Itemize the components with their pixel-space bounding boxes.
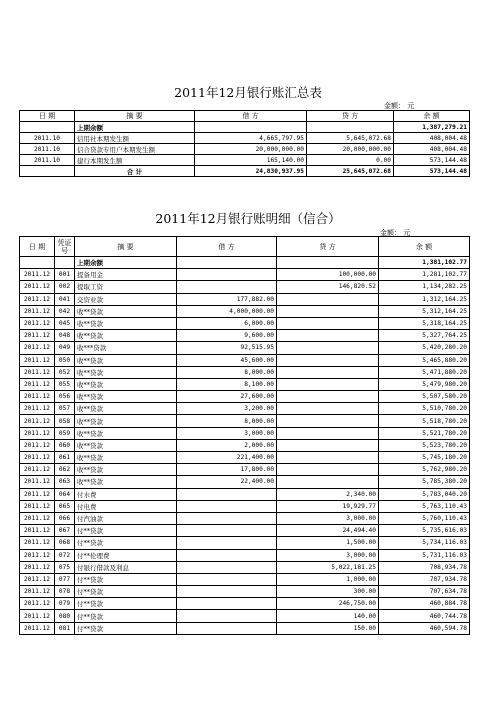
debit-cell: 4,000,000.00	[177, 305, 277, 317]
debit-cell	[177, 537, 277, 549]
balance-cell: 1,134,282.25	[379, 281, 470, 293]
balance-cell: 5,510,780.20	[379, 403, 470, 415]
table-row	[20, 610, 470, 622]
balance-cell: 5,471,880.20	[379, 366, 470, 378]
balance-cell: 5,521,780.20	[379, 427, 470, 439]
debit-cell: 3,200.00	[177, 403, 277, 415]
debit-cell	[177, 488, 277, 500]
table-row	[20, 269, 470, 281]
debit-cell: 9,600.00	[177, 330, 277, 342]
balance-cell: 5,762,980.20	[379, 464, 470, 476]
table-row	[20, 281, 470, 293]
debit-cell: 27,600.00	[177, 391, 277, 403]
opening-label: 上期余额	[75, 122, 195, 133]
balance-cell: 5,734,116.03	[379, 537, 470, 549]
debit-cell: 20,000,000.00	[195, 144, 307, 155]
desc-cell: 收**贷款	[75, 378, 177, 390]
voucher-cell: 057	[55, 403, 75, 415]
detail-header-row	[20, 237, 470, 257]
voucher-cell: 055	[55, 378, 75, 390]
desc-cell: 收**贷款	[75, 391, 177, 403]
table-row	[20, 439, 470, 451]
date-cell: 2011.12	[20, 366, 55, 378]
desc-cell: 收**贷款	[75, 317, 177, 329]
voucher-cell: 080	[55, 610, 75, 622]
debit-cell: 22,400.00	[177, 476, 277, 488]
voucher-cell: 072	[55, 549, 75, 561]
voucher-cell: 056	[55, 391, 75, 403]
balance-cell: 5,523,780.20	[379, 439, 470, 451]
desc-cell: 收**贷款	[75, 415, 177, 427]
table-row	[20, 293, 470, 305]
desc-cell: 收**贷款	[75, 366, 177, 378]
credit-cell: 300.00	[277, 586, 379, 598]
table-row	[20, 305, 470, 317]
balance-cell: 707,634.78	[379, 586, 470, 598]
credit-cell	[277, 403, 379, 415]
table-row	[20, 144, 470, 155]
credit-cell: 5,022,181.25	[277, 561, 379, 573]
credit-cell	[277, 330, 379, 342]
table-row	[20, 622, 470, 634]
credit-cell: 24,494.40	[277, 525, 379, 537]
debit-cell	[177, 549, 277, 561]
table-row	[20, 403, 470, 415]
date-cell: 2011.12	[20, 512, 55, 524]
table-row	[20, 330, 470, 342]
balance-cell: 5,745,180.20	[379, 452, 470, 464]
table-row	[20, 391, 470, 403]
balance-cell: 5,731,116.03	[379, 549, 470, 561]
credit-cell	[277, 415, 379, 427]
table-row	[20, 537, 470, 549]
desc-cell: 付**贷款	[75, 573, 177, 585]
desc-cell: 付**贷款	[75, 610, 177, 622]
table-row	[20, 525, 470, 537]
date-cell: 2011.12	[20, 549, 55, 561]
date-cell: 2011.12	[20, 598, 55, 610]
date-cell: 2011.12	[20, 293, 55, 305]
opening-balance: 1,387,279.21	[394, 122, 470, 133]
opening-label: 上期余额	[75, 257, 177, 269]
header-voucher: 凭证号	[55, 237, 75, 257]
debit-cell	[177, 622, 277, 634]
debit-cell: 3,000.00	[177, 427, 277, 439]
summary-unit-label: 金额： 元	[384, 102, 415, 110]
header-credit: 贷 方	[307, 111, 394, 122]
total-debit: 24,830,937.95	[195, 166, 307, 177]
desc-cell: 收**贷款	[75, 427, 177, 439]
balance-cell: 5,327,764.25	[379, 330, 470, 342]
voucher-cell: 050	[55, 354, 75, 366]
balance-cell: 5,735,616.03	[379, 525, 470, 537]
credit-cell	[277, 293, 379, 305]
voucher-cell: 045	[55, 317, 75, 329]
credit-cell	[277, 391, 379, 403]
table-row	[20, 452, 470, 464]
credit-cell: 3,000.00	[277, 549, 379, 561]
date-cell: 2011.10	[20, 133, 75, 144]
summary-total-row	[20, 166, 470, 177]
credit-cell: 146,820.52	[277, 281, 379, 293]
date-cell: 2011.12	[20, 330, 55, 342]
date-cell: 2011.12	[20, 452, 55, 464]
table-row	[20, 354, 470, 366]
date-cell: 2011.12	[20, 391, 55, 403]
balance-cell: 5,465,880.20	[379, 354, 470, 366]
credit-cell	[277, 317, 379, 329]
desc-cell: 收**贷款	[75, 403, 177, 415]
balance-cell: 5,507,580.20	[379, 391, 470, 403]
desc-cell: 收**贷款	[75, 476, 177, 488]
table-row	[20, 155, 470, 166]
header-debit: 借 方	[195, 111, 307, 122]
credit-cell: 246,750.00	[277, 598, 379, 610]
voucher-cell: 059	[55, 427, 75, 439]
header-balance: 余 额	[379, 237, 470, 257]
balance-cell: 5,312,164.25	[379, 305, 470, 317]
date-cell: 2011.12	[20, 342, 55, 354]
debit-cell	[177, 598, 277, 610]
desc-cell: 收**贷款	[75, 439, 177, 451]
balance-cell: 408,004.48	[394, 133, 470, 144]
balance-cell: 1,312,164.25	[379, 293, 470, 305]
desc-cell: 信用社本期发生额	[75, 133, 195, 144]
balance-cell: 5,760,110.43	[379, 512, 470, 524]
debit-cell: 92,515.95	[177, 342, 277, 354]
balance-cell: 1,281,102.77	[379, 269, 470, 281]
balance-cell: 5,479,980.20	[379, 378, 470, 390]
desc-cell: 付汽油款	[75, 512, 177, 524]
credit-cell: 1,500.00	[277, 537, 379, 549]
debit-cell: 8,100.00	[177, 378, 277, 390]
date-cell: 2011.12	[20, 427, 55, 439]
table-row	[20, 573, 470, 585]
desc-cell: 信合贷款专用户本期发生额	[75, 144, 195, 155]
debit-cell	[177, 269, 277, 281]
debit-cell: 4,665,797.95	[195, 133, 307, 144]
desc-cell: 付**贷款	[75, 622, 177, 634]
table-row	[20, 342, 470, 354]
summary-opening-row	[20, 122, 470, 133]
desc-cell: 付**贷款	[75, 586, 177, 598]
debit-cell	[177, 281, 277, 293]
summary-title: 2011年12月银行账汇总表	[174, 85, 322, 100]
header-date: 日 期	[20, 237, 55, 257]
header-balance: 余 额	[394, 111, 470, 122]
table-row	[20, 500, 470, 512]
desc-cell: 付**贷款	[75, 525, 177, 537]
table-row	[20, 549, 470, 561]
voucher-cell: 079	[55, 598, 75, 610]
voucher-cell: 041	[55, 293, 75, 305]
credit-cell: 150.00	[277, 622, 379, 634]
table-row	[20, 464, 470, 476]
date-cell: 2011.12	[20, 403, 55, 415]
table-row	[20, 415, 470, 427]
date-cell: 2011.10	[20, 144, 75, 155]
balance-cell: 460,594.78	[379, 622, 470, 634]
balance-cell: 5,518,780.20	[379, 415, 470, 427]
balance-cell: 5,420,280.20	[379, 342, 470, 354]
voucher-cell: 060	[55, 439, 75, 451]
date-cell: 2011.12	[20, 281, 55, 293]
desc-cell: 付水费	[75, 488, 177, 500]
debit-cell: 2,000.00	[177, 439, 277, 451]
balance-cell: 5,318,164.25	[379, 317, 470, 329]
debit-cell	[177, 525, 277, 537]
header-date: 日 期	[20, 111, 75, 122]
date-cell: 2011.12	[20, 476, 55, 488]
date-cell: 2011.12	[20, 622, 55, 634]
voucher-cell: 052	[55, 366, 75, 378]
debit-cell: 17,800.00	[177, 464, 277, 476]
voucher-cell: 049	[55, 342, 75, 354]
voucher-cell: 075	[55, 561, 75, 573]
header-credit: 贷 方	[277, 237, 379, 257]
debit-cell: 8,000.00	[177, 366, 277, 378]
debit-cell: 6,000.00	[177, 317, 277, 329]
date-cell: 2011.12	[20, 415, 55, 427]
date-cell: 2011.12	[20, 464, 55, 476]
credit-cell	[277, 305, 379, 317]
voucher-cell: 048	[55, 330, 75, 342]
credit-cell: 20,000,000.00	[307, 144, 394, 155]
desc-cell: 付**贷款	[75, 598, 177, 610]
table-row	[20, 378, 470, 390]
voucher-cell: 068	[55, 537, 75, 549]
header-debit: 借 方	[177, 237, 277, 257]
voucher-cell: 078	[55, 586, 75, 598]
date-cell: 2011.12	[20, 500, 55, 512]
debit-cell	[177, 561, 277, 573]
voucher-cell: 062	[55, 464, 75, 476]
desc-cell: 建行本期发生额	[75, 155, 195, 166]
table-row	[20, 598, 470, 610]
debit-cell: 221,400.00	[177, 452, 277, 464]
table-row	[20, 133, 470, 144]
date-cell: 2011.12	[20, 561, 55, 573]
debit-cell	[177, 512, 277, 524]
credit-cell	[277, 354, 379, 366]
table-row	[20, 586, 470, 598]
credit-cell	[277, 342, 379, 354]
credit-cell: 3,000.00	[277, 512, 379, 524]
desc-cell: 付银行借款及利息	[75, 561, 177, 573]
debit-cell	[177, 500, 277, 512]
desc-cell: 收***贷款	[75, 342, 177, 354]
opening-balance: 1,381,102.77	[379, 257, 470, 269]
voucher-cell: 077	[55, 573, 75, 585]
balance-cell: 5,785,380.20	[379, 476, 470, 488]
balance-cell: 573,144.48	[394, 155, 470, 166]
debit-cell: 165,140.00	[195, 155, 307, 166]
summary-header-row	[20, 111, 470, 122]
table-row	[20, 366, 470, 378]
voucher-cell: 065	[55, 500, 75, 512]
credit-cell	[277, 476, 379, 488]
date-cell: 2011.12	[20, 537, 55, 549]
table-row	[20, 427, 470, 439]
credit-cell	[277, 427, 379, 439]
detail-unit-label: 金额： 元	[380, 229, 411, 237]
credit-cell: 19,929.77	[277, 500, 379, 512]
credit-cell	[277, 378, 379, 390]
date-cell: 2011.10	[20, 155, 75, 166]
credit-cell: 1,000.00	[277, 573, 379, 585]
desc-cell: 收**贷款	[75, 305, 177, 317]
desc-cell: 收**贷款	[75, 354, 177, 366]
desc-cell: 提取工资	[75, 281, 177, 293]
voucher-cell: 001	[55, 269, 75, 281]
voucher-cell: 081	[55, 622, 75, 634]
total-credit: 25,645,072.68	[307, 166, 394, 177]
date-cell: 2011.12	[20, 525, 55, 537]
voucher-cell: 064	[55, 488, 75, 500]
credit-cell	[277, 439, 379, 451]
voucher-cell: 066	[55, 512, 75, 524]
table-row	[20, 476, 470, 488]
table-row	[20, 488, 470, 500]
voucher-cell: 067	[55, 525, 75, 537]
credit-cell: 100,000.00	[277, 269, 379, 281]
balance-cell: 460,884.78	[379, 598, 470, 610]
date-cell	[20, 166, 75, 177]
credit-cell: 0.00	[307, 155, 394, 166]
debit-cell: 45,600.00	[177, 354, 277, 366]
desc-cell: 收**贷款	[75, 464, 177, 476]
detail-body	[20, 257, 470, 635]
balance-cell: 408,004.48	[394, 144, 470, 155]
balance-cell: 460,744.78	[379, 610, 470, 622]
desc-cell: 提备用金	[75, 269, 177, 281]
date-cell: 2011.12	[20, 488, 55, 500]
voucher-cell: 061	[55, 452, 75, 464]
table-row	[20, 512, 470, 524]
date-cell: 2011.12	[20, 586, 55, 598]
voucher-cell: 002	[55, 281, 75, 293]
credit-cell: 140.00	[277, 610, 379, 622]
summary-table	[19, 110, 470, 177]
credit-cell	[277, 366, 379, 378]
desc-cell: 收**贷款	[75, 330, 177, 342]
desc-cell: 付电费	[75, 500, 177, 512]
voucher-cell: 058	[55, 415, 75, 427]
date-cell: 2011.12	[20, 378, 55, 390]
total-balance: 573,144.48	[394, 166, 470, 177]
debit-cell: 8,000.00	[177, 415, 277, 427]
date-cell: 2011.12	[20, 305, 55, 317]
table-row	[20, 317, 470, 329]
credit-cell	[277, 452, 379, 464]
detail-table	[19, 236, 470, 635]
credit-cell: 5,645,072.68	[307, 133, 394, 144]
table-row	[20, 561, 470, 573]
balance-cell: 5,783,040.20	[379, 488, 470, 500]
balance-cell: 707,934.78	[379, 573, 470, 585]
date-cell: 2011.12	[20, 573, 55, 585]
detail-title: 2011年12月银行账明细（信合）	[155, 211, 341, 226]
credit-cell: 2,340.00	[277, 488, 379, 500]
date-cell: 2011.12	[20, 439, 55, 451]
desc-cell: 付**贷款	[75, 537, 177, 549]
desc-cell: 收**贷款	[75, 452, 177, 464]
summary-body	[20, 122, 470, 177]
date-cell: 2011.12	[20, 317, 55, 329]
date-cell: 2011.12	[20, 269, 55, 281]
balance-cell: 5,763,110.43	[379, 500, 470, 512]
debit-cell: 177,882.00	[177, 293, 277, 305]
debit-cell	[177, 586, 277, 598]
header-desc: 摘 要	[75, 237, 177, 257]
voucher-cell: 042	[55, 305, 75, 317]
credit-cell	[277, 464, 379, 476]
date-cell: 2011.12	[20, 354, 55, 366]
date-cell: 2011.12	[20, 610, 55, 622]
debit-cell	[177, 610, 277, 622]
detail-opening-row	[20, 257, 470, 269]
balance-cell: 708,934.78	[379, 561, 470, 573]
voucher-cell: 063	[55, 476, 75, 488]
debit-cell	[177, 573, 277, 585]
desc-cell: 交资业款	[75, 293, 177, 305]
total-label: 合 计	[75, 166, 195, 177]
desc-cell: 付**伦理费	[75, 549, 177, 561]
header-desc: 摘 要	[75, 111, 195, 122]
